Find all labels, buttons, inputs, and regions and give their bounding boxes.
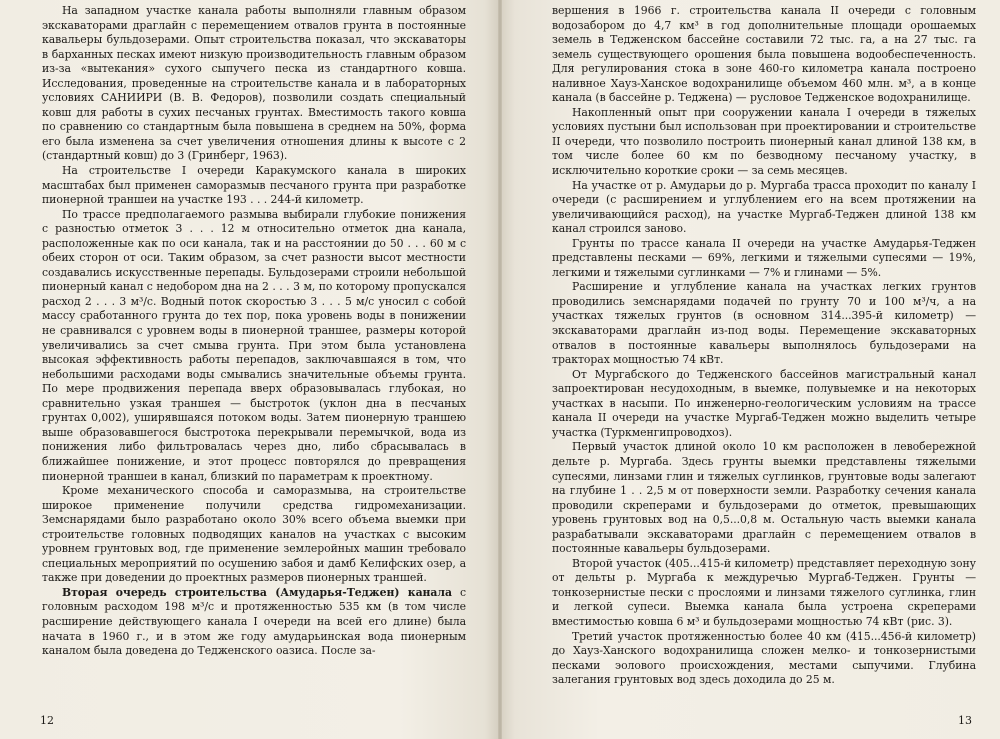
paragraph: Грунты по трассе канала II очереди на участке Амударья-Теджен представлены песками — 69%, легкими и тяжелыми супесями — 19%, легкими и тяжелыми суглинками — 7% и глинами — 5%. <box>552 236 976 279</box>
right-page <box>500 0 1000 739</box>
paragraph: Третий участок протяженностью более 40 км (415...456-й километр) до Хауз-Ханского водохранилища сложен мелко- и тонкозернистыми песками эолового происхождения, местами сыпучими. Глубина залегания грунтовых вод здесь доходила до 25 м. <box>552 629 976 687</box>
paragraph: На участке от р. Амударьи до р. Мургаба трасса проходит по каналу I очереди (с расширением и углублением его на всем протяжении на увеличивающийся расход), на участке Мургаб-Теджен длиной 138 км канал строился заново. <box>552 178 976 236</box>
paragraph: Расширение и углубление канала на участках легких грунтов проводились земснарядами подачей по грунту 70 и 100 м³/ч, а на участках тяжелых грунтов (в основном 314...395-й километр) — экскаваторами драглайн из-под воды. Перемещение экскаваторных отвалов в постоянные кавальеры выполнялось бульдозерами на тракторах мощностью 74 кВт. <box>552 280 976 367</box>
book-gutter <box>498 0 502 739</box>
paragraph: Первый участок длиной около 10 км расположен в левобережной дельте р. Мургаба. Здесь грунты выемки представлены тяжелыми супесями, линзами глин и тяжелых суглинков, грунтовые воды залегают на глубине 1 . . 2,5 м от поверхности земли. Разработку сечения канала проводили скреперами и бульдозерами до отметок, превышающих уровень грунтовых вод на 0,5...0,8 м. Остальную часть выемки канала разрабатывали экскаваторами драглайн с перемещением отвалов в постоянные кавальеры бульдозерами. <box>552 440 976 556</box>
right-page-text <box>552 4 976 688</box>
page-number-right: 13 <box>958 714 972 727</box>
page-number-left: 12 <box>40 714 54 727</box>
paragraph: Накопленный опыт при сооружении канала I очереди в тяжелых условиях пустыни был использован при проектировании и строительстве II очереди, что позволило построить пионерный канал длиной 138 км, в том числе более 60 км по безводному песчаному участку, в исключительно короткие сроки — за семь месяцев. <box>552 105 976 178</box>
paragraph: Второй участок (405...415-й километр) представляет переходную зону от дельты р. Мургаба к междуречью Мургаб-Теджен. Грунты — тонкозернистые пески с прослоями и линзами тяжелого суглинка, глин и легкой супеси. Выемка канала была устроена скреперами вместимостью ковша 6 м³ и бульдозерами мощностью 74 кВт (рис. 3). <box>552 556 976 628</box>
paragraph-continuation: вершения в 1966 г. строительства канала II очереди с головным водозабором до 4,7 км³ в год дополнительные площади орошаемых земель в Тедженском бассейне составили 72 тыс. га, а на 27 тыс. га земель существующего орошения была повышена водообеспеченность. Для регулирования стока в зоне 460-го километра канала построено наливное Хауз-Ханское водохранилище объемом 460 млн. м³, а в конце канала (в бассейне р. Теджена) — русловое Тедженское водохранилище. <box>552 4 976 105</box>
paragraph: На строительстве I очереди Каракумского канала в широких масштабах был применен саморазмыв песчаного грунта при разработке пионерной траншеи на участке 193 . . . 244-й километр. <box>42 164 466 207</box>
paragraph: По трассе предполагаемого размыва выбирали глубокие понижения с разностью отметок 3 . . . 12 м относительно отметок дна канала, расположенные как по оси канала, так и на расстоянии до 50 . . . 60 м с обеих сторон от оси. Таким образом, за счет разности высот местности создавались искусственные перепады. Бульдозерами строили небольшой пионерный канал с недобором дна на 2 . . . 3 м, по которому пропускался расход 2 . . . 3 м³/с. Водный поток скоростью 3 . . . 5 м/с уносил с собой массу сработанного грунта до тех пор, пока уровень воды в понижении не сравнивался с уровнем воды в пионерной траншее, размеры которой увеличивались за счет смыва грунта. При этом была установлена высокая эффективность работы перепадов, заключавшаяся в том, что небольшими расходами воды смывались значительные объемы грунта. По мере продвижения перепада вверх образовывалась глубокая, но сравнительно узкая траншея — быстроток (уклон дна в песчаных грунтах 0,002), уширявшаяся потоком воды. Затем пионерную траншею выше образовавшегося быстротока перекрывали перемычкой, вода из понижения либо фильтровалась через дно, либо сбрасывалась в ближайшее понижение, и этот процесс повторялся до превращения пионерной траншеи в канал, близкий по параметрам к проектному. <box>42 207 466 483</box>
paragraph: На западном участке канала работы выполняли главным образом экскаваторами драглайн с перемещением отвалов грунта в постоянные кавальеры бульдозерами. Опыт строительства показал, что экскаваторы в барханных песках имеют низкую производительность главным образом из-за «вытекания» сухого сыпучего песка из стандартного ковша. Исследования, проведенные на строительстве канала и в лабораторных условиях САНИИРИ (В. В. Федоров), позволили создать специальный ковш для работы в сухих песчаных грунтах. Вместимость такого ковша по сравнению со стандартным была повышена в среднем на 50%, форма его была изменена за счет увеличения отношения длины к высоте с 2 (стандартный ковш) до 3 (Гринберг, 1963). <box>42 4 466 163</box>
paragraph: От Мургабского до Тедженского бассейнов магистральный канал запроектирован несудоходным, в выемке, полувыемке и на некоторых участках в насыпи. По инженерно-геологическим условиям на трассе канала II очереди на участке Мургаб-Теджен можно выделить четыре участка (Туркменгипроводхоз). <box>552 367 976 439</box>
left-page-text <box>42 4 466 659</box>
second-stage-text: с головным расходом 198 м³/с и протяженностью 535 км (в том числе расширение действующего канала I очереди на всей его длине) была начата в 1960 г., и в этом же году амударьинская вода пионерным каналом была доведена до Тедженского оазиса. После за- <box>42 585 466 658</box>
paragraph-second-stage <box>42 586 466 659</box>
paragraph: Кроме механического способа и саморазмыва, на строительстве широкое применение получили средства гидромеханизации. Земснарядами было разработано около 30% всего объема выемки при строительстве головных подводящих каналов на участках с высоким уровнем грунтовых вод, где применение землеройных машин требовало специальных мероприятий по осушению забоя и дамб Келифских озер, а также при доведении до проектных размеров пионерных траншей. <box>42 484 466 585</box>
second-stage-heading: Вторая очередь строительства (Амударья-Теджен) канала <box>62 585 452 599</box>
